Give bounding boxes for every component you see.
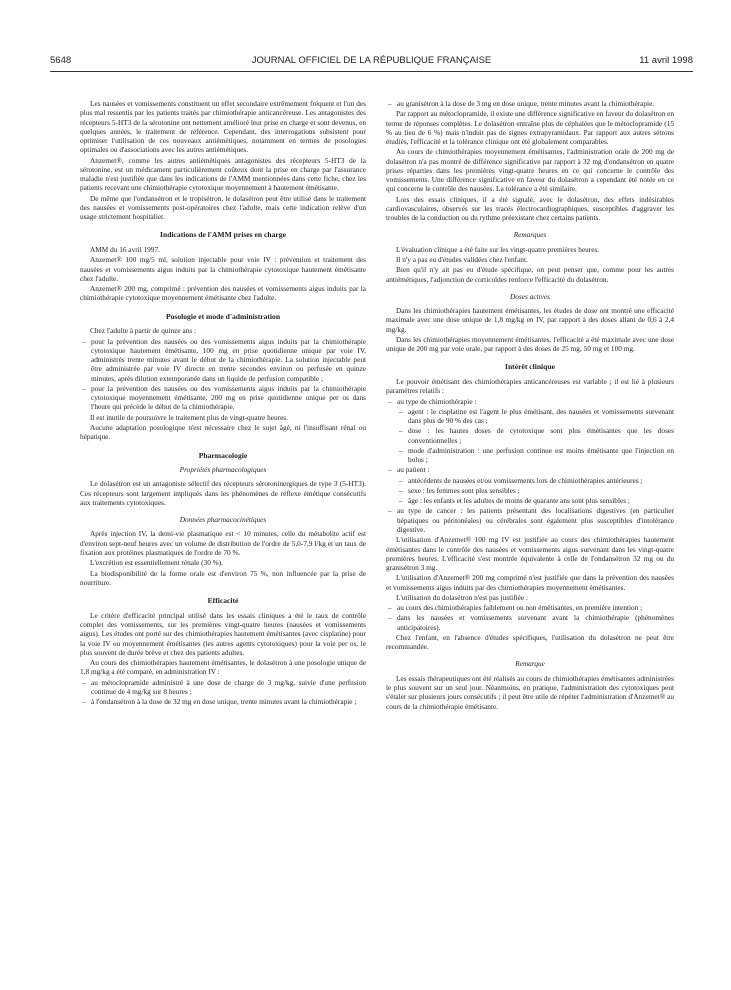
comparateurs-list-continued	[386, 99, 674, 108]
subheading-pharmacocinetique: Données pharmacocinétiques	[179, 515, 267, 525]
remarque-paragraph: Les essais thérapeutiques ont été réalisés au cours de chimiothérapies émétisantes administrées le plus souvent sur un seul jour. Néanmoins, en pratique, l'administration des cytotoxiques peut s'étaler sur plusieurs jours consécutifs ; il peut être utile de répéter l'administration d'Anzemet® au cours de la chimiothérapie émétisante.	[386, 673, 674, 711]
resultats-paragraph: Par rapport au métoclopramide, il existe une différence significative en faveur du dolasétron en terme de réponses complètes. Le dolasétron entraîne plus de céphalées que le métoclopramide (15 % au lieu de 6 %) mais n'induit pas de signes extrapyramidaux. Par rapport aux autres sétrons étudiés, l'efficacité et la tolérance clinique ont été globalement comparables.	[386, 109, 674, 147]
list-item: – dose : les hautes doses de cytotoxique sont plus émétisantes que les doses conventionnelles ;	[397, 426, 674, 445]
resultats-paragraph: Au cours de chimiothérapies moyennement émétisantes, l'administration orale de 200 mg de dolasétron n'a pas montré de différence significative par rapport à 32 mg d'ondansétron en quatre prises réparties dans les premières vingt-quatre heures en ce qui concerne le contrôle des vomissements. Une différence significative en faveur du dolasétron a cependant été notée en ce qui concerne le contrôle des nausées. La tolérance a été similaire.	[386, 147, 674, 194]
intro-paragraph: Les nausées et vomissements constituent un effet secondaire extrêmement fréquent et l'un des plus mal ressentis par les patients traités par chimiothérapie anticancéreuse. Les antagonistes des récepteurs 5-HT3 de la sérotonine ont nettement amélioré leur prise en charge et sont devenus, en quelques années, le traitement de référence. Cependant, des interrogations subsistent pour optimiser l'utilisation de ces nouveaux antiémétiques, notamment en termes de posologies optimales ou d'associations avec les autres antiémétiques.	[80, 99, 366, 155]
posologie-intro: Chez l'adulte à partir de quinze ans :	[90, 326, 197, 336]
doses-paragraph: Dans les chimiothérapies hautement émétisantes, les études de dose ont montré une efficacité maximale avec une dose unique de 1,8 mg/kg en IV, par rapport à des doses allant de 0,6 à 2,4 mg/kg.	[386, 306, 674, 334]
interet-closing: Chez l'enfant, en l'absence d'études spécifiques, l'utilisation du dolasétron ne peut être recommandée.	[386, 632, 674, 652]
subheading-remarques: Remarques	[513, 230, 547, 240]
section-heading-posologie: Posologie et mode d'administration	[165, 311, 281, 321]
issue-date: 11 avril 1998	[639, 55, 693, 66]
doses-paragraph: Dans les chimiothérapies moyennement émétisantes, l'efficacité a été maximale avec une dose unique de 200 mg par voie orale, par rapport à des doses de 25 mg, 50 mg et 100 mg.	[386, 334, 674, 354]
section-heading-indications: Indications de l'AMM prises en charge	[160, 230, 286, 240]
pk-paragraph: L'excrétion est essentiellement rénale (30 %).	[90, 558, 224, 568]
page-header	[50, 55, 693, 69]
resultats-paragraph: Lors des essais cliniques, il a été signalé, avec le dolasétron, des effets indésirables cardiovasculaires, observés sur les tracés électrocardiographiques, susceptibles d'aggraver les troubles de la conduction ou du rythme préexistant chez certains patients.	[386, 194, 674, 223]
subheading-proprietes: Propriétés pharmacologiques	[179, 465, 267, 475]
remarques-paragraph: Bien qu'il n'y ait pas eu d'étude spécifique, on peut penser que, comme pour les autres antiémétiques, l'adjonction de corticoïdes renforce l'efficacité du dolasétron.	[386, 265, 674, 284]
list-item: – au granisétron à la dose de 3 mg en dose unique, trente minutes avant la chimiothérapie.	[386, 99, 674, 108]
right-column	[386, 99, 674, 712]
posologie-paragraph: Il est inutile de poursuivre le traitement plus de vingt-quatre heures.	[90, 412, 288, 422]
intro-paragraph: Anzemet®, comme les autres antiémétiques antagonistes des récepteurs 5-HT3 de la sérotonine, est un médicament particulièrement coûteux dont la prise en charge par l'assurance maladie n'est justifiée que dans les indications de l'AMM mentionnées dans cette fiche, chez les patients recevant une chimiothérapie cytotoxique moyennement à hautement émétisante.	[80, 155, 366, 193]
amm-date: AMM du 16 avril 1997.	[90, 245, 160, 255]
journal-title: JOURNAL OFFICIEL DE LA RÉPUBLIQUE FRANÇAISE	[251, 55, 492, 66]
list-item: – dans les nausées et vomissements survenant avant la chimiothérapie (phénomènes anticipatoires).	[386, 613, 674, 632]
remarques-paragraph: Il n'y a pas eu d'études validées chez l'enfant.	[396, 254, 528, 264]
group-label: au type de chimiothérapie :	[397, 396, 477, 406]
interet-paragraph: L'utilisation d'Anzemet® 100 mg IV est justifiée au cours des chimiothérapies hautement émétisantes dans le contrôle des nausées et vomissements aigus survenant dans les vingt-quatre premières heures. L'efficacité s'est montrée équivalente à celle de l'ondansétron 32 mg ou du granisétron 3 mg.	[386, 535, 674, 573]
list-item	[386, 397, 674, 465]
subheading-doses-actives: Doses actives	[510, 291, 550, 301]
list-item: – au cours des chimiothérapies faiblement ou non émétisantes, en première intention ;	[386, 603, 674, 612]
list-item: – au métoclopramide administré à une dose de charge de 3 mg/kg, suivie d'une perfusion continue de 4 mg/kg sur 8 heures ;	[80, 678, 366, 697]
list-item: – antécédents de nausées et/ou vomissements lors de chimiothérapies antérieures ;	[397, 476, 674, 485]
section-heading-efficacite: Efficacité	[207, 596, 239, 606]
parametres-list	[386, 397, 674, 535]
interet-paragraph: L'utilisation du dolasétron n'est pas justifiée :	[396, 592, 528, 602]
list-item	[386, 465, 674, 505]
posologie-paragraph: Aucune adaptation posologique n'est nécessaire chez le sujet âgé, ni l'insuffisant rénal ou hépatique.	[80, 422, 366, 442]
indication-paragraph: Anzemet® 100 mg/5 ml, solution injectable pour voie IV : prévention et traitement des nausées et vomissements aigus induits par la chimiothérapie cytotoxique hautement émétisante chez l'adulte.	[80, 255, 366, 283]
indication-paragraph: Anzemet® 200 mg, comprimé : prévention des nausées et vomissements aigus induits par la chimiothérapie cytotoxique moyennement émétisante chez l'adulte.	[80, 284, 366, 303]
list-item: – pour la prévention des nausées ou des vomissements aigus induits par la chimiothérapie cytotoxique hautement émétisante, 100 mg en prise quotidienne unique par voie IV, administrés trente minutes avant le début de la chimiothérapie. La solution injectable peut être administrée par voie IV directe en trente secondes environ ou perfusée en quinze minutes, après dilution extemporanée dans un liquide de perfusion compatible ;	[80, 337, 366, 383]
group-label: au patient :	[397, 465, 430, 475]
subheading-remarque: Remarque	[515, 659, 545, 669]
pk-paragraph: Après injection IV, la demi-vie plasmatique est < 10 minutes, celle du métabolite actif est d'environ sept-neuf heures avec un volume de distribution de l'ordre de 5,0-7,9 l/kg et un taux de fixation aux protéines plasmatiques de l'ordre de 70 %.	[80, 529, 366, 558]
non-justifie-list	[386, 603, 674, 632]
intro-paragraph: De même que l'ondansétron et le tropisétron, le dolasétron peut être utilisé dans le traitement des nausées et vomissements post-opératoires chez l'adulte, mais cette indication relève d'un usage strictement hospitalier.	[80, 193, 366, 222]
list-item: – à l'ondansétron à la dose de 32 mg en dose unique, trente minutes avant la chimiothérapie ;	[80, 697, 366, 706]
list-item: – pour la prévention des nausées ou des vomissements aigus induits par la chimiothérapie cytotoxique moyennement émétisante, 200 mg en prise quotidienne unique per os dans l'heure qui précède le début de la chimiothérapie.	[80, 384, 366, 412]
section-heading-interet-clinique: Intérêt clinique	[505, 362, 555, 372]
interet-paragraph: L'utilisation d'Anzemet® 200 mg comprimé n'est justifiée que dans la prévention des nausées et vomissements aigus induits par des chimiothérapies moyennement émétisantes.	[386, 573, 674, 592]
list-item: – mode d'administration : une perfusion continue est moins émétisante que l'injection en bolus ;	[397, 446, 674, 465]
list-item: – sexe : les femmes sont plus sensibles ;	[397, 486, 674, 495]
list-item: – âge : les enfants et les adultes de moins de quarante ans sont plus sensibles ;	[397, 496, 674, 505]
page-number: 5648	[50, 55, 72, 66]
remarques-paragraph: L'évaluation clinique a été faite sur les vingt-quatre premières heures.	[396, 244, 600, 254]
list-item: – au type de cancer : les patients présentant des localisations digestives (en particulier hépatiques ou péritonéales) ou cérébrales sont également plus susceptibles d'intolérance digestive.	[386, 506, 674, 534]
sublist	[397, 407, 674, 465]
interet-intro: Le pouvoir émétisant des chimiothérapies anticancéreuses est variable ; il est lié à plusieurs paramètres relatifs :	[386, 377, 674, 396]
efficacite-paragraph: Le critère d'efficacité principal utilisé dans les essais cliniques a été le taux de contrôle complet des vomissements, sur les premières vingt-quatre heures (nausées et vomissements aigus). Les études ont porté sur des chimiothérapies hautement émétisantes (avec cisplatine) pour la voie IV ou moyennement émétisantes (les autres agents cytotoxiques) pour la voie per os, le plus souvent de durée brève et chez des patients adultes.	[80, 610, 366, 657]
sublist	[397, 476, 674, 506]
proprietes-paragraph: Le dolasétron est un antagoniste sélectif des récepteurs sérotoninergiques de type 3 (5-HT3). Ces récepteurs sont largement impliqués dans les phénomènes de réflexe émétique consécutifs aux traitements cytotoxiques.	[80, 479, 366, 507]
header-rule	[50, 71, 693, 72]
list-item: – agent : le cisplatine est l'agent le plus émétisant, des nausées et vomissements survenant dans plus de 90 % des cas ;	[397, 407, 674, 426]
posologie-list	[80, 337, 366, 412]
pk-paragraph: La biodisponibilité de la forme orale est d'environ 75 %, non influencée par la prise de nourriture.	[80, 568, 366, 587]
efficacite-paragraph: Au cours des chimiothérapies hautement émétisantes, le dolasétron à une posologie unique de 1,8 mg/kg a été comparé, en administration IV :	[80, 658, 366, 677]
comparateurs-list	[80, 678, 366, 707]
section-heading-pharmacologie: Pharmacologie	[198, 450, 248, 460]
left-column	[80, 99, 366, 707]
